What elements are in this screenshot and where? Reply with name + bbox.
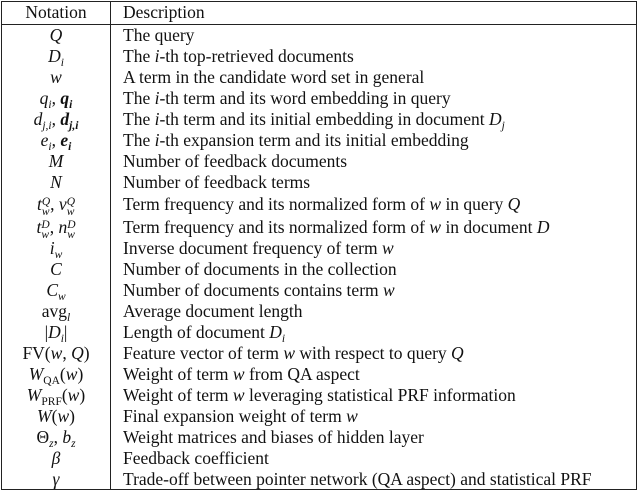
notation-cell (2, 193, 110, 217)
notation-table (1, 1, 637, 490)
segment-text: n (58, 216, 68, 237)
segment-text: W (26, 385, 42, 405)
description-cell (123, 216, 549, 239)
segment-text: γ (52, 469, 60, 489)
segment-text: w (50, 67, 62, 87)
superscript: Q (66, 196, 76, 208)
notation-cell (2, 343, 110, 364)
sub-sup-script (42, 197, 50, 217)
segment-text: ( (51, 406, 58, 426)
notation-cell (2, 151, 110, 172)
segment-text: i (154, 130, 160, 150)
math-segment (54, 427, 63, 447)
table-row (2, 109, 636, 130)
math-segment (58, 194, 76, 218)
segment-text: , (51, 109, 61, 129)
segment-text: with respect to query (295, 343, 452, 363)
subscript: w (41, 228, 50, 241)
math-segment (41, 301, 71, 324)
description-cell (123, 151, 347, 172)
description-cell (123, 193, 520, 216)
segment-text: q (39, 88, 49, 108)
math-segment (123, 88, 155, 108)
math-segment (46, 280, 66, 303)
segment-text: Weight matrices and biases of hidden layer (123, 427, 424, 447)
math-segment (66, 364, 78, 384)
description-cell (123, 364, 360, 385)
table-row (2, 259, 636, 280)
notation-cell (2, 130, 110, 151)
math-segment (69, 406, 75, 426)
table-row (2, 301, 636, 322)
table-row (2, 193, 636, 216)
math-segment (123, 46, 155, 66)
math-segment (123, 280, 383, 300)
math-segment (441, 217, 537, 237)
table-row (2, 427, 636, 448)
description-cell (123, 88, 451, 109)
math-segment (429, 194, 441, 214)
table-row (2, 385, 636, 406)
segment-text: leveraging statistical PRF information (244, 385, 516, 405)
notation-cell (2, 406, 110, 427)
table-row (2, 151, 636, 172)
segment-text: Feedback coefficient (123, 448, 269, 468)
math-segment (123, 172, 310, 192)
description-cell (123, 448, 269, 469)
notation-cell (2, 322, 110, 343)
subscript: i (48, 141, 52, 153)
segment-text: , (49, 216, 59, 237)
math-segment (508, 194, 521, 214)
math-segment (159, 88, 450, 108)
math-segment (123, 469, 592, 489)
segment-text: Q (71, 343, 84, 363)
notation-cell (2, 427, 110, 448)
math-segment (123, 427, 424, 447)
segment-text: Θ (36, 427, 50, 447)
segment-text: v (58, 194, 67, 214)
segment-text: w (383, 280, 395, 300)
subscript: j,i (42, 120, 52, 132)
segment-text: The (123, 109, 155, 129)
notation-cell (2, 301, 110, 322)
notation-cell (2, 280, 110, 301)
segment-text: ) (79, 385, 86, 405)
segment-text: from QA aspect (244, 364, 360, 384)
segment-text: Number of documents contains term (123, 280, 384, 300)
segment-text: d (60, 109, 70, 129)
segment-text: avg (41, 301, 68, 321)
math-segment (123, 194, 429, 214)
table-row (2, 67, 636, 88)
segment-text: Term frequency and its normalized form of (123, 194, 430, 214)
math-segment (123, 301, 302, 321)
segment-text: -th term and its initial embedding in document (159, 109, 489, 129)
description-cell (123, 238, 394, 259)
sub-sup-script (67, 220, 75, 240)
segment-text: D (48, 322, 61, 342)
segment-text: i (49, 238, 55, 258)
segment-text: t (36, 216, 42, 237)
table-row (2, 280, 636, 301)
segment-text: Number of feedback terms (123, 172, 311, 192)
superscript: D (41, 218, 50, 231)
segment-text: Term frequency and its normalized form of (123, 216, 430, 237)
segment-text: w (429, 194, 442, 214)
math-segment (451, 343, 464, 363)
segment-text: w (57, 406, 70, 426)
math-segment (159, 130, 468, 150)
notation-cell (2, 448, 110, 469)
description-cell (123, 427, 424, 448)
subscript: i (48, 99, 52, 111)
segment-text: Feature vector of term (123, 343, 284, 363)
segment-text: Weight of term (123, 364, 233, 384)
segment-text: D (48, 46, 61, 66)
segment-text: w (65, 364, 78, 384)
segment-text: w (232, 364, 245, 384)
table-row (2, 216, 636, 239)
subscript: i (60, 57, 64, 69)
math-segment (123, 364, 233, 384)
description-cell (123, 259, 397, 280)
segment-text: A term in the candidate word set in general (123, 67, 425, 87)
math-segment (79, 385, 85, 405)
segment-text: Number of feedback documents (123, 151, 348, 171)
notation-cell (2, 216, 110, 240)
subscript: w (54, 249, 63, 261)
math-segment (123, 385, 233, 405)
math-segment (48, 46, 64, 69)
description-cell (123, 406, 358, 427)
math-segment (123, 151, 347, 171)
segment-text: Length of document (123, 322, 270, 342)
segment-text: w (67, 385, 80, 405)
math-segment (123, 67, 424, 87)
table-row (2, 448, 636, 469)
table-row (2, 130, 636, 151)
segment-text: ) (77, 364, 84, 384)
math-segment (60, 130, 72, 153)
segment-text: in query (441, 194, 508, 214)
table-row (2, 343, 636, 364)
description-cell (123, 67, 424, 88)
subscript: i (68, 141, 72, 153)
segment-text: q (60, 88, 70, 108)
math-segment (36, 194, 51, 218)
header-notation: Notation (25, 2, 87, 22)
notation-cell (2, 67, 110, 88)
segment-text: The (123, 88, 155, 108)
math-segment (36, 216, 50, 241)
math-segment (40, 130, 52, 153)
math-segment (123, 322, 269, 342)
notation-cell (2, 259, 110, 280)
math-segment (71, 343, 84, 363)
math-segment (50, 194, 59, 214)
segment-text: w (346, 406, 358, 426)
math-segment (58, 216, 76, 241)
description-cell (123, 25, 194, 46)
math-segment (48, 322, 64, 345)
math-segment (283, 343, 295, 363)
segment-text: ( (59, 364, 66, 384)
table-row (2, 406, 636, 427)
notation-cell (2, 385, 110, 406)
math-segment (159, 109, 489, 129)
notation-cell (2, 25, 110, 46)
math-segment (37, 406, 52, 426)
segment-text: W (28, 364, 44, 384)
subscript: QA (43, 375, 60, 387)
description-cell (123, 280, 395, 301)
segment-text: i (154, 46, 160, 66)
description-cell (123, 172, 310, 193)
description-cell (123, 109, 505, 130)
segment-text: -th term and its word embedding in query (159, 88, 451, 108)
math-segment (33, 109, 52, 132)
segment-text: Q (451, 343, 464, 363)
segment-text: Final expansion weight of term (123, 406, 347, 426)
math-segment (295, 343, 451, 363)
math-segment (489, 109, 505, 132)
segment-text: , (53, 427, 63, 447)
math-segment (245, 364, 360, 384)
segment-text: N (50, 172, 62, 192)
notation-cell (2, 172, 110, 193)
segment-text: w (429, 216, 442, 237)
notation-cell (2, 88, 110, 109)
math-segment (123, 25, 194, 45)
segment-text: e (40, 130, 49, 150)
segment-text: D (536, 216, 550, 237)
sub-sup-script (67, 197, 75, 217)
segment-text: The (123, 130, 155, 150)
segment-text: W (37, 406, 52, 426)
segment-text: Average document length (123, 301, 303, 321)
description-cell (123, 301, 302, 322)
math-segment (49, 238, 63, 261)
segment-text: , (62, 343, 72, 363)
segment-text: ( (61, 385, 68, 405)
segment-text: ) (83, 343, 90, 363)
segment-text: e (60, 130, 69, 150)
math-segment (123, 259, 397, 279)
math-segment (84, 343, 90, 363)
segment-text: ) (69, 406, 75, 426)
math-segment (77, 364, 83, 384)
segment-text: w (232, 385, 245, 405)
math-segment (49, 151, 64, 171)
math-segment (123, 406, 346, 426)
table-row (2, 88, 636, 109)
subscript: j (501, 120, 505, 132)
segment-text: Trade-off between pointer network (QA aspect) and statistical PRF (123, 469, 592, 489)
segment-text: Inverse document frequency of term (123, 238, 382, 258)
superscript: Q (41, 196, 51, 208)
subscript: w (58, 291, 66, 303)
segment-text: Number of documents in the collection (123, 259, 397, 279)
description-cell (123, 130, 469, 151)
notation-cell (2, 109, 110, 130)
subscript: PRF (41, 396, 62, 408)
math-segment (60, 88, 73, 111)
subscript: w (41, 206, 50, 218)
math-segment (39, 88, 52, 111)
segment-text: i (154, 109, 160, 129)
description-cell (123, 343, 464, 364)
subscript: z (49, 438, 54, 450)
segment-text: w (283, 343, 296, 363)
math-segment (50, 259, 62, 279)
subscript: i (60, 333, 64, 345)
segment-text: , (51, 88, 61, 108)
table-row (2, 25, 636, 46)
segment-text: d (33, 109, 43, 129)
math-segment (50, 25, 63, 45)
math-segment (36, 427, 54, 450)
math-segment (123, 217, 429, 237)
segment-text: C (46, 280, 58, 300)
math-segment (53, 469, 60, 489)
math-segment (159, 46, 353, 66)
notation-cell (2, 46, 110, 67)
math-segment (537, 217, 550, 237)
math-segment (233, 364, 245, 384)
subscript: w (67, 228, 75, 241)
segment-text: w (382, 238, 394, 258)
subscript: j,i (69, 120, 79, 132)
segment-text: D (269, 322, 282, 342)
math-segment (50, 172, 62, 192)
segment-text: C (50, 259, 62, 279)
math-segment (123, 109, 155, 129)
table-row (2, 172, 636, 193)
math-segment (123, 238, 382, 258)
math-segment (57, 406, 69, 426)
segment-text: in document (441, 216, 537, 237)
segment-text: FV( (22, 343, 51, 363)
segment-text: The query (123, 25, 195, 45)
math-segment (51, 343, 63, 363)
segment-text: i (154, 88, 160, 108)
notation-cell (2, 238, 110, 259)
segment-text: Weight of term (123, 385, 233, 405)
segment-text: The (123, 46, 155, 66)
sub-sup-script (41, 220, 49, 240)
math-segment (233, 385, 245, 405)
header-row (2, 2, 636, 23)
math-segment (383, 280, 395, 300)
math-segment (62, 427, 76, 450)
description-cell (123, 469, 592, 490)
table-row (2, 238, 636, 259)
math-segment (26, 385, 62, 408)
description-cell (123, 385, 516, 406)
segment-text: b (62, 427, 72, 447)
description-cell (123, 46, 354, 67)
segment-text: -th top-retrieved documents (159, 46, 354, 66)
segment-text: t (36, 194, 42, 214)
subscript: z (71, 438, 76, 450)
segment-text: D (489, 109, 502, 129)
subscript: w (66, 206, 75, 218)
notation-cell (2, 364, 110, 385)
math-segment (382, 238, 394, 258)
superscript: D (67, 218, 76, 231)
segment-text: Q (49, 25, 63, 45)
table-row (2, 364, 636, 385)
segment-text: β (51, 448, 61, 468)
subscript: i (69, 99, 73, 111)
segment-text: w (50, 343, 63, 363)
math-segment (123, 343, 283, 363)
table-row (2, 46, 636, 67)
segment-text: M (48, 151, 64, 171)
math-segment (269, 322, 286, 345)
math-segment (52, 448, 61, 468)
subscript: i (281, 333, 286, 345)
math-segment (50, 67, 62, 87)
segment-text: , (51, 130, 61, 150)
segment-text: -th expansion term and its initial embedding (159, 130, 469, 150)
math-segment (62, 343, 71, 363)
table-row (2, 469, 636, 490)
math-segment (60, 109, 79, 132)
math-segment (64, 322, 68, 342)
segment-text: | (63, 322, 68, 342)
math-segment (28, 364, 60, 387)
subscript: l (67, 312, 71, 324)
math-segment (429, 217, 441, 237)
notation-cell (2, 469, 110, 490)
segment-text: Q (507, 194, 521, 214)
table-row (2, 322, 636, 343)
math-segment (123, 130, 155, 150)
math-segment (346, 406, 358, 426)
header-description: Description (123, 2, 205, 22)
math-segment (123, 448, 269, 468)
math-segment (68, 385, 80, 405)
segment-text: , (50, 194, 59, 214)
math-segment (441, 194, 508, 214)
math-segment (245, 385, 516, 405)
segment-text: | (44, 322, 49, 342)
description-cell (123, 322, 285, 343)
math-segment (22, 343, 50, 363)
